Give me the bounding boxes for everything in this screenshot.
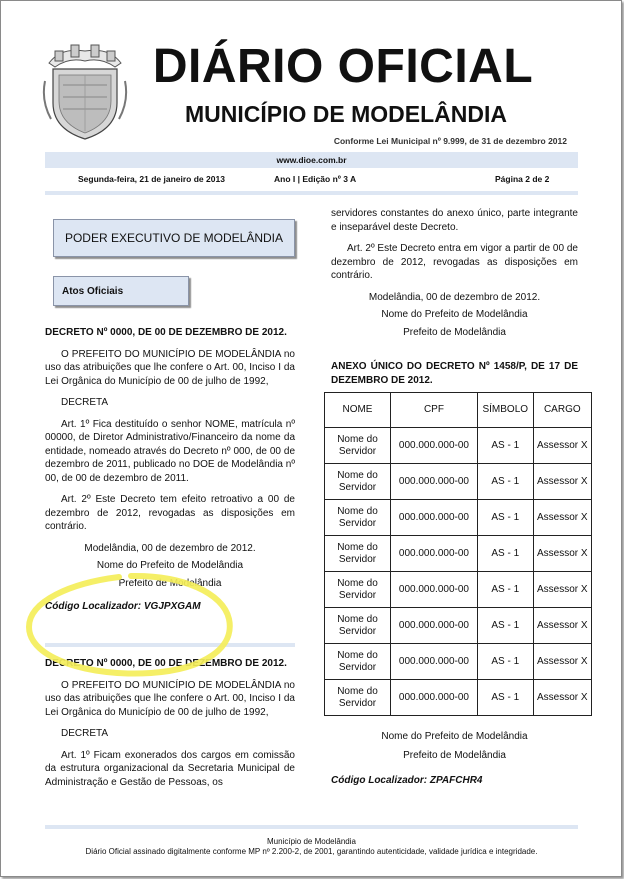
section-title: PODER EXECUTIVO DE MODELÂNDIA [64, 231, 284, 245]
municipality-subtitle: MUNICÍPIO DE MODELÂNDIA [185, 101, 507, 127]
table-cell: 000.000.000-00 [390, 500, 477, 536]
signature-role: Prefeito de Modelândia [403, 749, 506, 761]
locator-code: Código Localizador: ZPAFCHR4 [331, 775, 483, 786]
table-cell: Assessor X [533, 644, 591, 680]
section-header [53, 219, 295, 257]
table-cell: Assessor X [533, 536, 591, 572]
decreta-label: DECRETA [61, 397, 109, 408]
decree-article-2: Art. 2º Este Decreto entra em vigor a partir de 00 de dezembro de 2012, revogadas as disposições em contrário. [331, 243, 578, 281]
table-cell: Assessor X [533, 428, 591, 464]
decree-article-2: Art. 2º Este Decreto tem efeito retroativo a 00 de dezembro de 2012, revogadas as disposições em contrário. [45, 494, 295, 532]
column-header: NOME [325, 393, 391, 428]
table-cell: Nome do Servidor [325, 536, 391, 572]
table-row [325, 428, 592, 464]
table-cell: Nome do Servidor [325, 608, 391, 644]
signature-name: Nome do Prefeito de Modelândia [96, 560, 244, 571]
signature-name: Nome do Prefeito de Modelândia [381, 309, 528, 320]
table-cell: Nome do Servidor [325, 464, 391, 500]
coat-of-arms-icon [41, 41, 129, 141]
table-row [325, 500, 592, 536]
table-row [325, 464, 592, 500]
footer-divider [45, 825, 578, 829]
table-cell: 000.000.000-00 [390, 464, 477, 500]
decreta-label: DECRETA [61, 728, 109, 739]
page-number: Página 2 de 2 [495, 174, 550, 184]
annex-heading: ANEXO ÚNICO DO DECRETO Nº 1458/P, DE 17 DE DEZEMBRO DE 2012. [331, 361, 578, 386]
place-date: Modelândia, 00 de dezembro de 2012. [84, 542, 256, 554]
table-cell: Assessor X [533, 680, 591, 716]
table-cell: 000.000.000-00 [390, 644, 477, 680]
website-bar [45, 152, 578, 168]
locator-code: Código Localizador: VGJPXGAM [45, 601, 201, 612]
table-row [325, 680, 592, 716]
decree-continuation [331, 207, 578, 347]
law-note: Conforme Lei Municipal nº 9.999, de 31 de dezembro 2012 [333, 136, 567, 146]
footer [45, 837, 578, 857]
table-row [325, 536, 592, 572]
header-divider [45, 191, 578, 195]
table-cell: Assessor X [533, 500, 591, 536]
signature-role: Prefeito de Modelândia [403, 326, 506, 338]
column-header: CPF [390, 393, 477, 428]
table-row [325, 644, 592, 680]
signature-role: Prefeito de Modelândia [118, 577, 222, 589]
footer-signature-note: Diário Oficial assinado digitalmente conforme MP nº 2.200-2, de 2001, garantindo autenticidade, validade jurídica e integridade. [85, 847, 538, 856]
decree-divider [45, 643, 295, 647]
table-cell: AS - 1 [477, 572, 533, 608]
annex-table [324, 392, 592, 716]
decree-2 [45, 657, 295, 797]
table-row [325, 608, 592, 644]
edition-number: Ano I | Edição nº 3 A [274, 174, 357, 184]
annex-signature [331, 730, 578, 796]
table-cell: AS - 1 [477, 608, 533, 644]
table-cell: 000.000.000-00 [390, 428, 477, 464]
table-cell: 000.000.000-00 [390, 536, 477, 572]
decree-article-1: Art. 1º Ficam exonerados dos cargos em comissão da estrutura organizacional da Secretaria Municipal de Administração e Gestão de Pessoas, os [45, 749, 295, 788]
table-cell: 000.000.000-00 [390, 572, 477, 608]
table-cell: AS - 1 [477, 644, 533, 680]
publication-date: Segunda-feira, 21 de janeiro de 2013 [78, 174, 225, 184]
table-cell: Nome do Servidor [325, 428, 391, 464]
decree-1 [45, 326, 295, 622]
subsection-header [53, 276, 189, 306]
table-cell: Nome do Servidor [325, 680, 391, 716]
place-date: Modelândia, 00 de dezembro de 2012. [368, 291, 541, 303]
table-cell: Assessor X [533, 464, 591, 500]
footer-municipality: Município de Modelândia [267, 837, 356, 846]
column-header: SÍMBOLO [477, 393, 533, 428]
table-cell: Assessor X [533, 608, 591, 644]
table-cell: Nome do Servidor [325, 644, 391, 680]
decree-preamble: O PREFEITO DO MUNICÍPIO DE MODELÂNDIA no uso das atribuições que lhe confere o Art. 00, Inciso I da Lei Orgânica do Município de 00 de julho de 1992, [45, 348, 295, 387]
table-cell: AS - 1 [477, 464, 533, 500]
decree-preamble: O PREFEITO DO MUNICÍPIO DE MODELÂNDIA no uso das atribuições que lhe confere o Art. 00, Inciso I da Lei Orgânica do Município de 00 de julho de 1992, [45, 679, 295, 718]
table-cell: AS - 1 [477, 500, 533, 536]
edition-info-bar [45, 171, 578, 187]
table-cell: 000.000.000-00 [390, 680, 477, 716]
column-header: CARGO [533, 393, 591, 428]
table-cell: AS - 1 [477, 680, 533, 716]
table-header-row [325, 393, 592, 428]
website-url: www.dioe.com.br [276, 155, 347, 165]
table-cell: Nome do Servidor [325, 572, 391, 608]
decree-article-1: Art. 1º Fica destituído o senhor NOME, matrícula nº 00000, de Diretor Administrativo/Financeiro da nome da entidade, nomeado através do Decreto nº 000, de 00 de dezembro de 2011, publicado no DOE de Modelândia nº 00, de 00 de dezembro de 2011. [45, 418, 295, 484]
decree-heading: DECRETO Nº 0000, DE 00 DE DEZEMBRO DE 2012. [45, 658, 287, 669]
table-cell: 000.000.000-00 [390, 608, 477, 644]
decree-heading: DECRETO Nº 0000, DE 00 DE DEZEMBRO DE 2012. [45, 327, 287, 338]
table-cell: Assessor X [533, 572, 591, 608]
table-row [325, 572, 592, 608]
signature-name: Nome do Prefeito de Modelândia [381, 731, 528, 742]
continuation-text: servidores constantes do anexo único, parte integrante e inseparável deste Decreto. [331, 208, 578, 233]
subsection-title: Atos Oficiais [62, 286, 124, 297]
table-cell: Nome do Servidor [325, 500, 391, 536]
table-cell: AS - 1 [477, 428, 533, 464]
newspaper-title: DIÁRIO OFICIAL [152, 40, 534, 93]
table-cell: AS - 1 [477, 536, 533, 572]
